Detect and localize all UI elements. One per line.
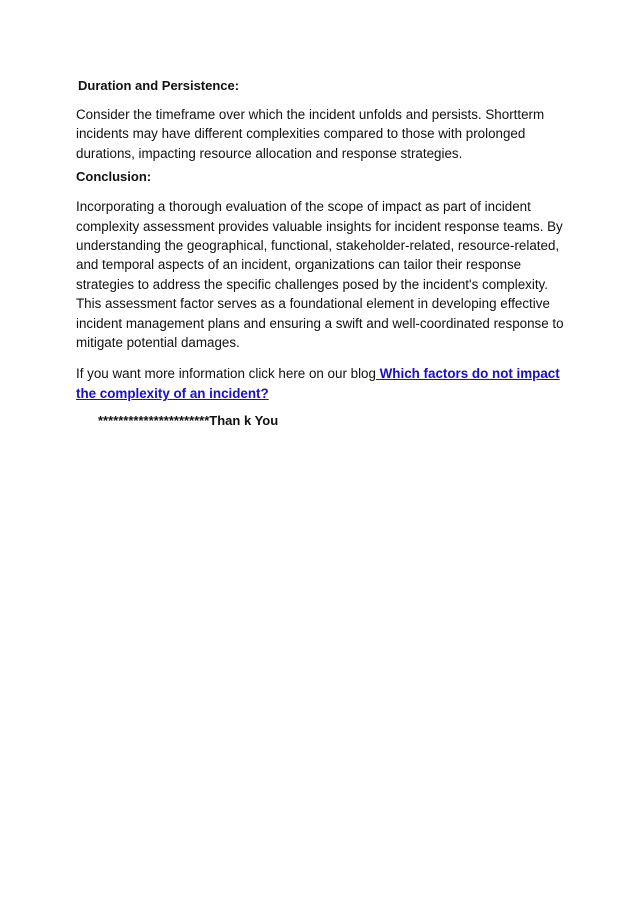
conclusion-heading: Conclusion: — [76, 169, 152, 185]
thank-you-line: **********************Than k You — [98, 413, 279, 429]
blog-link[interactable]: Which factors do not impact the complexity of an incident? — [76, 366, 560, 401]
duration-persistence-paragraph: Consider the timeframe over which the incident unfolds and persists. Shortterm incidents may have different complexities compared to those with prolonged durations, impacting resource allocation and response strategies. — [76, 107, 545, 161]
duration-persistence-heading: Duration and Persistence: — [78, 78, 240, 93]
document-page — [76, 76, 566, 431]
conclusion-paragraph: Incorporating a thorough evaluation of the scope of impact as part of incident complexity assessment provides valuable insights for incident response teams. By understanding the geographical, functional, stakeholder-related, resource-related, and temporal aspects of an incident, organizations can tailor their response strategies to address the specific challenges posed by the incident's complexity. This assessment factor serves as a foundational element in developing effective incident management plans and ensuring a swift and well-coordinated response to mitigate potential damages. — [76, 199, 564, 351]
more-info-paragraph — [76, 364, 566, 403]
more-info-text: If you want more information click here on our blog — [76, 366, 376, 382]
